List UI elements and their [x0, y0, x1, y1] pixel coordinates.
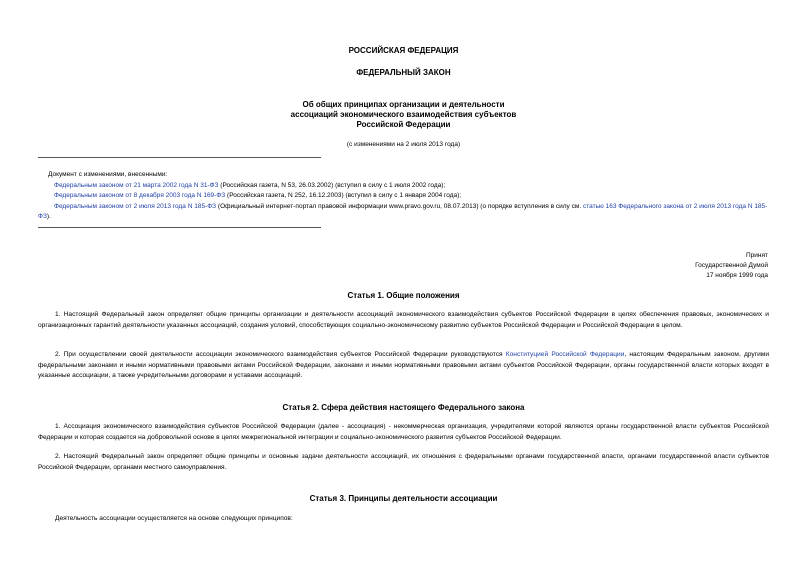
amendment-article-link[interactable]: статью 163 Федерального закона от 2 июля 2013 года N 185-ФЗ — [38, 203, 768, 220]
amendment-item: Федеральным законом от 8 декабря 2003 года N 169-ФЗ (Российская газета, N 252, 16.12.2003) (вступил в силу с 1 января 2004 года); — [54, 192, 462, 199]
amendment-link[interactable]: Федеральным законом от 8 декабря 2003 года N 169-ФЗ — [54, 192, 226, 199]
article-1-paragraph-2: 2. При осуществлении своей деятельности ассоциации экономического взаимодействия субъектов Российской Федерации руководствуются Конституцией Российской Федерации, настоящим Федеральным законом, другими федеральными законами и иными нормативными правовыми актами Российской Федерации, законами и иными нормативными правовыми актами субъектов Российской Федерации, органы государственной власти которых входят в указанные ассоциации, а также учредительными договорами и уставами ассоциаций. — [38, 351, 769, 379]
article-3-title: Статья 3. Принципы деятельности ассоциации — [309, 494, 498, 503]
law-title-line: ассоциаций экономического взаимодействия субъектов — [290, 110, 517, 119]
amendment-item: Федеральным законом от 2 июля 2013 года N 185-ФЗ (Официальный интернет-портал правовой информации www.pravo.gov.ru, 08.07.2013) (о порядке вступления в силу см. статью 163 Федерального закона от 2 июля 2013 года N 185-ФЗ). — [38, 203, 768, 220]
article-3-paragraph-1: Деятельность ассоциации осуществляется на основе следующих принципов: — [55, 515, 293, 522]
law-title-line: Российской Федерации — [356, 120, 451, 129]
article-2-paragraph-2: 2. Настоящий Федеральный закон определяет общие принципы и основные задачи деятельности ассоциаций, их отношения с федеральными органами государственной власти, органами государственной власти субъектов Российской Федерации, органами местного самоуправления. — [38, 453, 769, 471]
amendments-intro: Документ с изменениями, внесенными: — [48, 171, 168, 178]
divider-top — [38, 157, 321, 158]
article-1-paragraph-1: 1. Настоящий Федеральный закон определяет общие принципы организации и деятельности ассоциаций экономического взаимодействия субъектов Российской Федерации в целях обеспечения правовых, экономических и организационных гарантий деятельности указанных ассоциаций, создания условий, способствующих социально-экономическому развитию субъектов Российской Федерации и Российской Федерации в целом. — [38, 311, 769, 329]
adoption-line: Принят — [745, 252, 768, 259]
law-title-line: Об общих принципах организации и деятельности — [302, 100, 505, 109]
article-2-paragraph-1: 1. Ассоциация экономического взаимодействия субъектов Российской Федерации (далее - ассоциация) - некоммерческая организация, учредителями которой являются органы государственной власти субъектов Российской Федерации и которая создается на добровольной основе в целях межрегиональной интеграции и социально-экономического развития субъектов Российской Федерации. — [38, 423, 769, 441]
amendment-date-note: (с изменениями на 2 июля 2013 года) — [346, 141, 461, 148]
law-type-heading: ФЕДЕРАЛЬНЫЙ ЗАКОН — [356, 68, 451, 77]
adoption-block — [695, 251, 768, 281]
article-2-title: Статья 2. Сфера действия настоящего Федерального закона — [282, 403, 525, 412]
adoption-line: Государственной Думой — [695, 262, 768, 269]
article-1-title: Статья 1. Общие положения — [347, 291, 460, 300]
adoption-line: 17 ноября 1999 года — [706, 272, 768, 279]
amendment-link[interactable]: Федеральным законом от 21 марта 2002 года N 31-ФЗ — [54, 182, 219, 189]
law-title — [38, 100, 769, 130]
amendment-link[interactable]: Федеральным законом от 2 июля 2013 года N 185-ФЗ — [54, 203, 217, 210]
amendment-item: Федеральным законом от 21 марта 2002 года N 31-ФЗ (Российская газета, N 53, 26.03.2002) (вступил в силу с 1 июля 2002 года); — [54, 182, 446, 189]
country-heading: РОССИЙСКАЯ ФЕДЕРАЦИЯ — [348, 46, 459, 55]
divider-bottom — [38, 227, 321, 228]
constitution-link[interactable]: Конституцией Российской Федерации — [505, 351, 625, 358]
